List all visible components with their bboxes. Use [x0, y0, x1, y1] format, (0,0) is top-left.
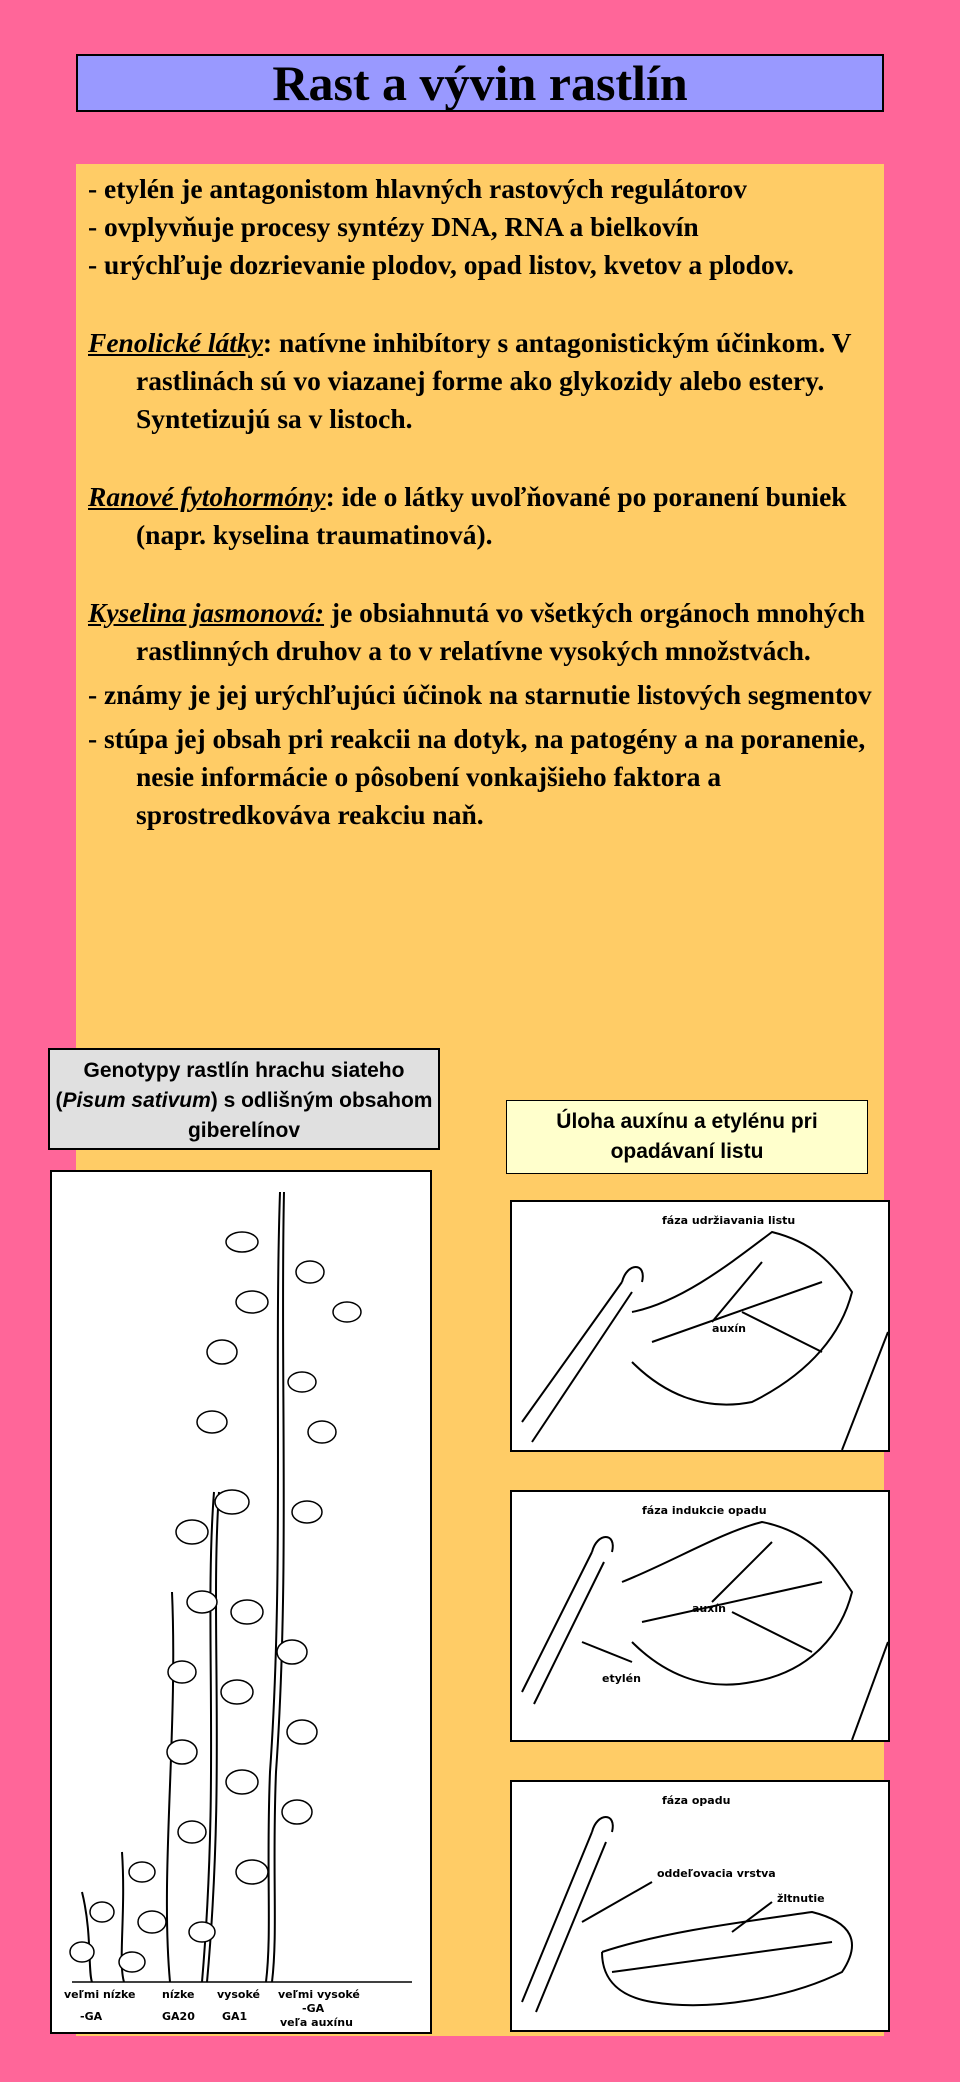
jasmonic-text: je obsiahnutá vo všetkých orgánoch mnohých rastlinných druhov a to v relatívne vysokých množstvách.	[136, 597, 865, 666]
leaf3-layer: oddeľovacia vrstva	[657, 1867, 776, 1880]
jasmonic-paragraph	[88, 594, 878, 670]
leaf-phase-1-drawing	[512, 1202, 888, 1450]
leaf3-title: fáza opadu	[662, 1794, 731, 1807]
leaf-phase-3-drawing	[512, 1782, 888, 2030]
label-very-high: veľmi vysoké	[278, 1988, 360, 2001]
leaf-phase-maintenance	[510, 1200, 890, 1452]
jasmonic-term: Kyselina jasmonová:	[88, 597, 325, 628]
leaf-phase-induction	[510, 1490, 890, 1742]
pea-caption-pre: Genotypy rastlín hrachu siateho (	[55, 1059, 405, 1112]
leaf2-ethylene: etylén	[602, 1672, 641, 1685]
pea-plants-drawing	[52, 1172, 430, 2032]
wound-paragraph	[88, 478, 878, 554]
label-low: nízke	[162, 1988, 195, 2001]
ethylene-line-1: - etylén je antagonistom hlavných rastových regulátorov	[88, 173, 747, 204]
label-very-high-ga: -GA	[302, 2002, 325, 2015]
label-very-low: veľmi nízke	[64, 1988, 136, 2001]
pea-caption	[48, 1048, 440, 1150]
label-very-low-ga: -GA	[80, 2010, 103, 2023]
ethylene-line-2: - ovplyvňuje procesy syntézy DNA, RNA a bielkovín	[88, 211, 699, 242]
leaf2-title: fáza indukcie opadu	[642, 1504, 767, 1517]
phenolic-paragraph	[88, 324, 878, 438]
wound-term: Ranové fytohormóny	[88, 481, 326, 512]
leaf2-auxin: auxín	[692, 1602, 726, 1615]
leaf1-title: fáza udržiavania listu	[662, 1214, 796, 1227]
jasmonic-line-2: - známy je jej urýchľujúci účinok na starnutie listových segmentov	[88, 679, 872, 710]
phenolic-text: : natívne inhibítory s antagonistickým účinkom. V rastlinách sú vo viazanej forme ako glykozidy alebo estery. Syntetizujú sa v listoch.	[136, 327, 851, 434]
phenolic-term: Fenolické látky	[88, 327, 263, 358]
leaf-caption: Úloha auxínu a etylénu pri opadávaní listu	[506, 1100, 868, 1174]
page-title: Rast a vývin rastlín	[272, 55, 688, 111]
leaf1-auxin: auxín	[712, 1322, 746, 1335]
pea-genotypes-illustration	[50, 1170, 432, 2034]
jasmonic-line-3: - stúpa jej obsah pri reakcii na dotyk, na patogény a na poranenie, nesie informácie o pôsobení vonkajšieho faktora a sprostredkováva reakciu naň.	[88, 723, 866, 830]
main-text	[88, 170, 878, 834]
leaf-phase-2-drawing	[512, 1492, 888, 1740]
pea-caption-post: ) s odlišným obsahom giberelínov	[187, 1089, 433, 1142]
leaf-phase-abscission	[510, 1780, 890, 2032]
title-box	[76, 54, 884, 112]
label-high-ga: GA1	[222, 2010, 248, 2023]
label-much-auxin: veľa auxínu	[280, 2016, 353, 2029]
label-low-ga: GA20	[162, 2010, 195, 2023]
wound-text: : ide o látky uvoľňované po poranení buniek (napr. kyselina traumatinová).	[136, 481, 847, 550]
pea-caption-species: Pisum sativum	[62, 1089, 211, 1112]
ethylene-line-3: - urýchľuje dozrievanie plodov, opad listov, kvetov a plodov.	[88, 249, 794, 280]
label-high: vysoké	[217, 1988, 260, 2001]
leaf3-yellowing: žltnutie	[777, 1892, 825, 1905]
